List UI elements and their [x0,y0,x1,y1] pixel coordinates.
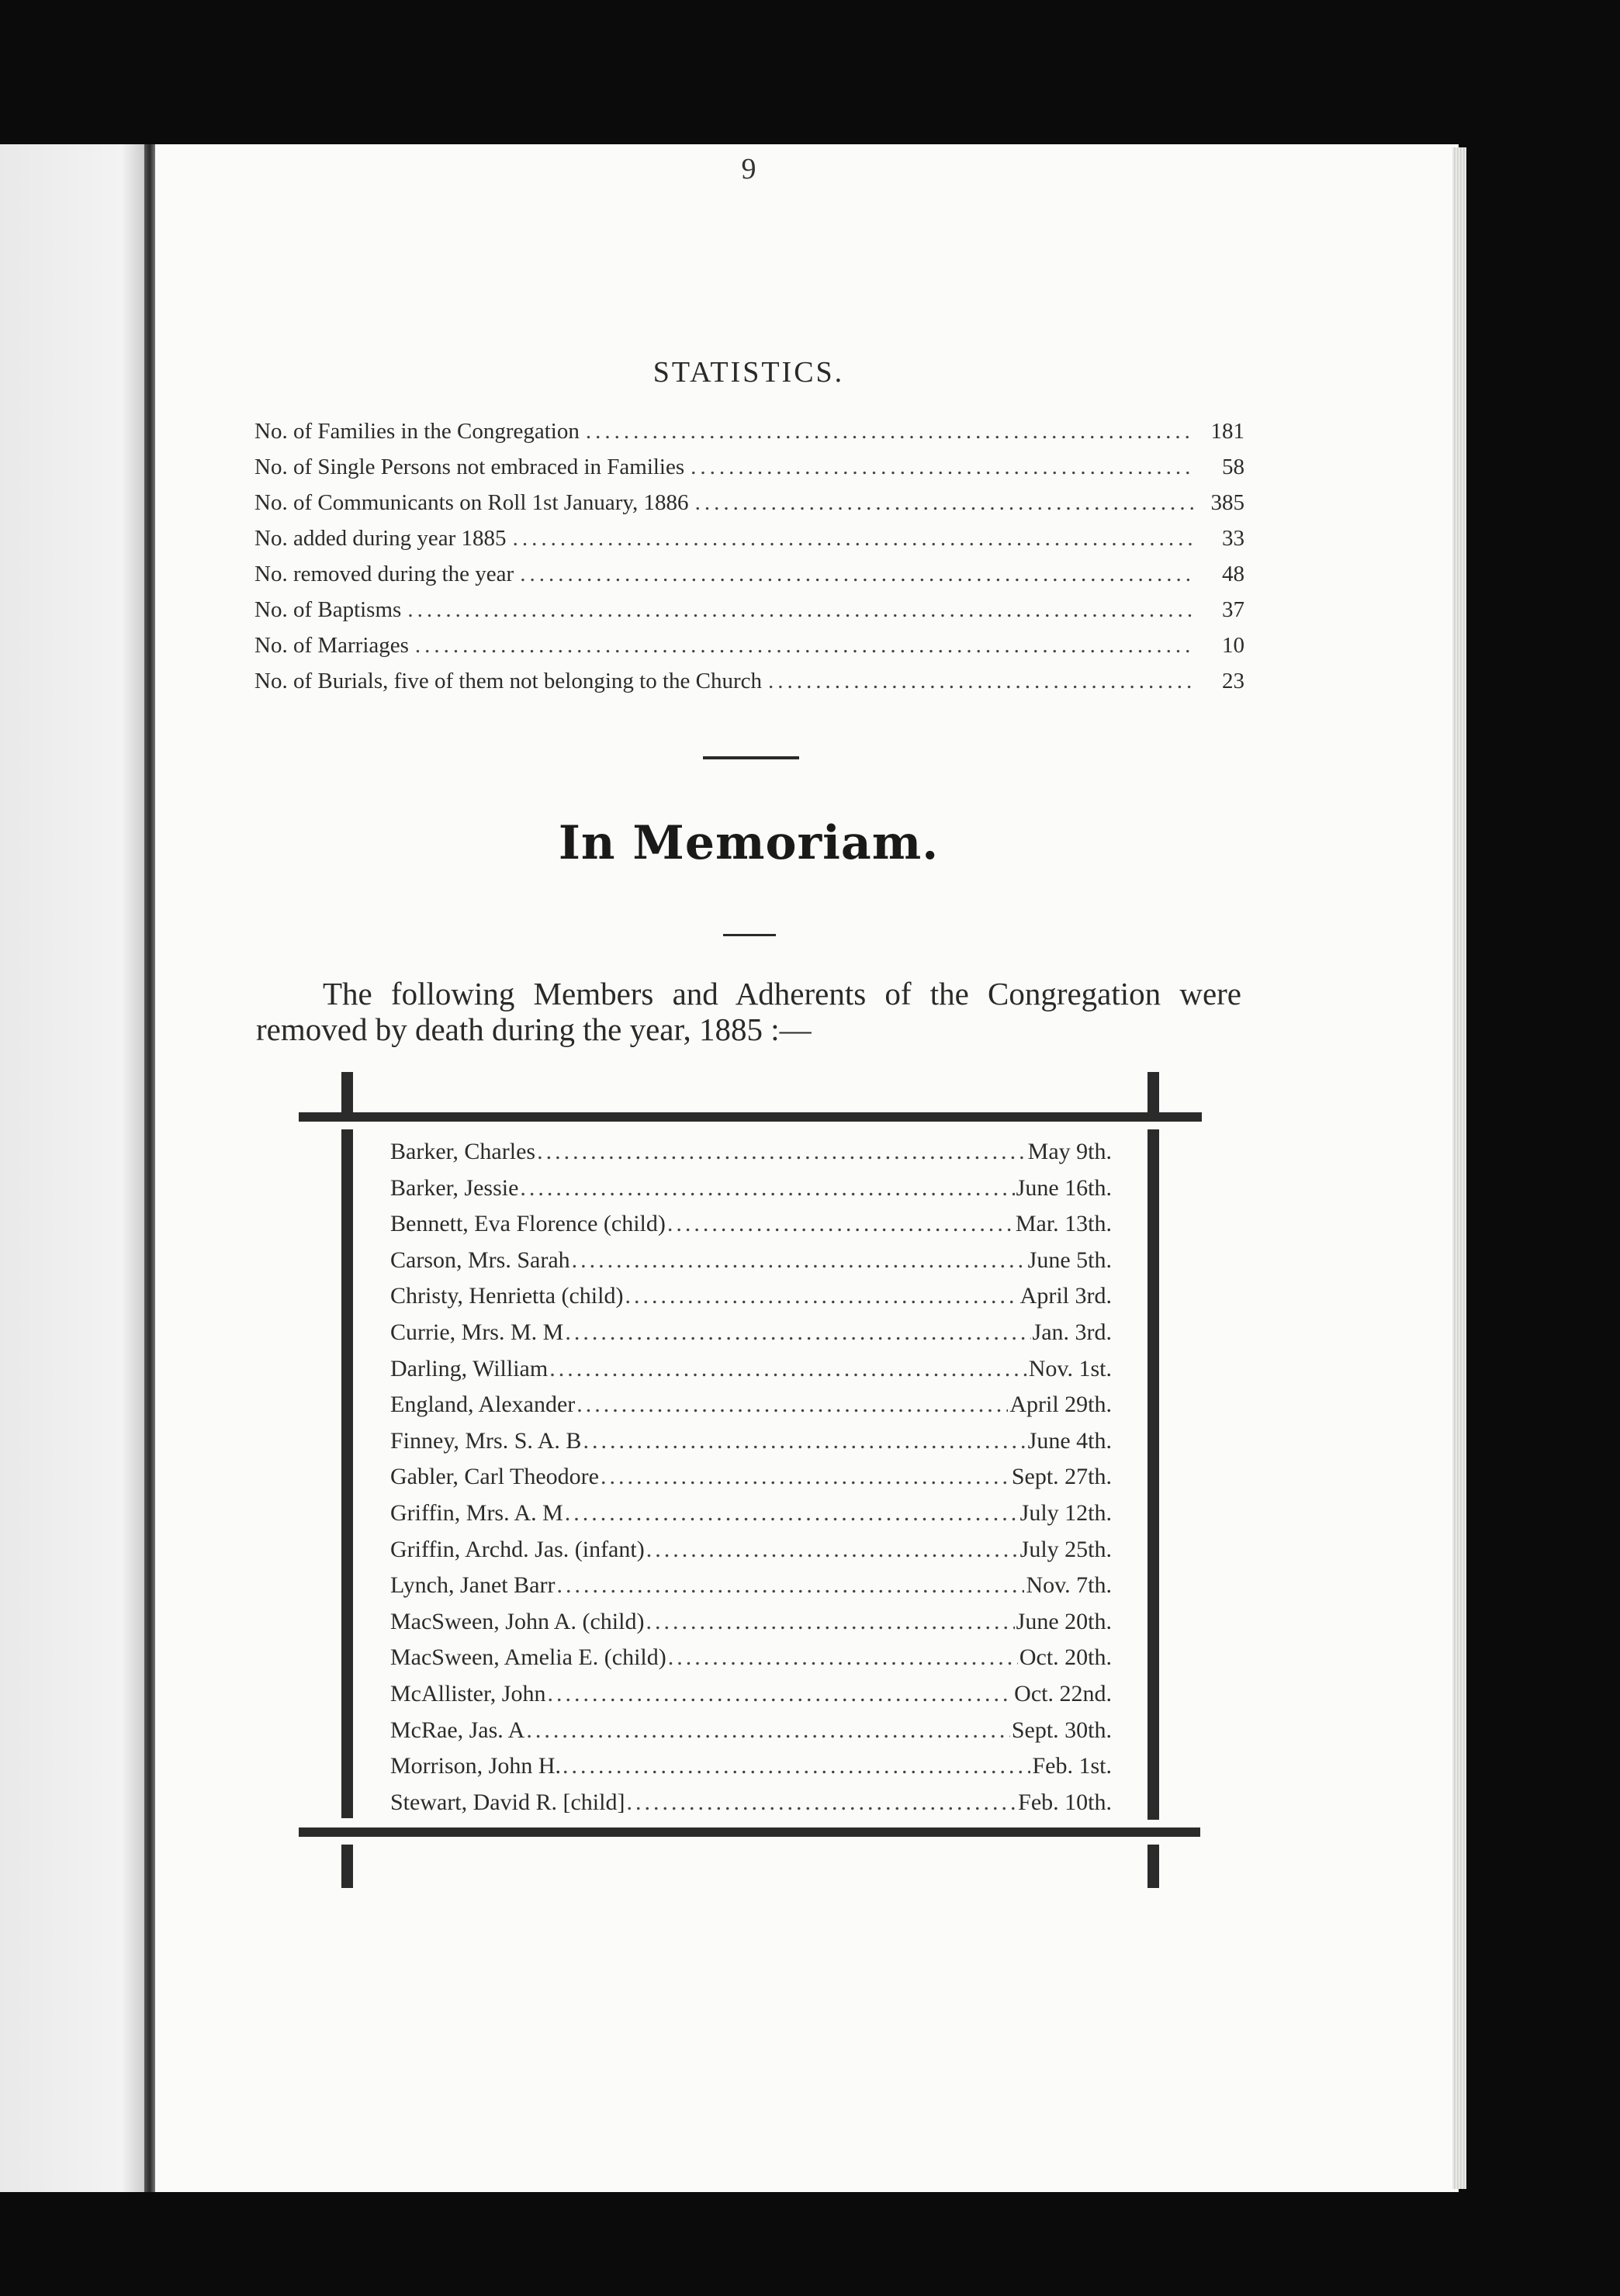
left-page-edge [0,144,152,2192]
list-item [390,1392,1112,1428]
statistics-value: 48 [1222,562,1244,586]
deceased-name: Bennett, Eva Florence (child) [390,1211,666,1237]
frame-left-side [341,1129,353,1818]
leader-dots [547,1681,1012,1707]
leader-dots [668,1644,1018,1671]
statistics-row [254,490,1244,526]
statistics-value: 10 [1222,633,1244,658]
list-item [390,1500,1112,1537]
leader-dots [513,526,1193,552]
leader-dots [646,1609,1014,1635]
statistics-value: 385 [1210,490,1244,515]
death-date: Feb. 1st. [1032,1753,1112,1779]
frame-post-top-left [341,1072,353,1112]
deceased-name: MacSween, Amelia E. (child) [390,1644,666,1671]
list-item [390,1572,1112,1609]
leader-dots [562,1753,1030,1779]
list-item [390,1717,1112,1754]
frame-post-top-right [1148,1072,1159,1112]
title-divider [723,934,776,936]
list-item [390,1609,1112,1645]
leader-dots [586,419,1193,444]
leader-dots [526,1717,1010,1744]
list-item [390,1464,1112,1500]
list-item [390,1211,1112,1247]
page-edges [1452,147,1466,2189]
statistics-label: No. of Marriages [254,633,409,658]
list-item [390,1789,1112,1826]
statistics-label: No. removed during the year [254,562,514,586]
leader-dots [549,1356,1027,1382]
deceased-name: MacSween, John A. (child) [390,1608,645,1634]
statistics-row [254,562,1244,597]
leader-dots [601,1464,1010,1490]
list-item [390,1175,1112,1212]
leader-dots [646,1537,1019,1563]
deceased-name: McAllister, John [390,1680,546,1706]
leader-dots [565,1500,1019,1527]
death-date: April 29th. [1009,1392,1112,1418]
leader-dots [768,669,1193,694]
deceased-name: Stewart, David R. [child] [390,1789,625,1815]
death-date: Nov. 1st. [1028,1355,1112,1381]
statistics-title: STATISTICS. [652,356,845,389]
frame-right-side [1148,1129,1159,1820]
statistics-row [254,633,1244,669]
death-date: Oct. 22nd. [1014,1680,1112,1706]
list-item [390,1753,1112,1789]
deceased-name: Gabler, Carl Theodore [390,1464,599,1490]
statistics-row [254,669,1244,704]
statistics-value: 33 [1222,526,1244,551]
deceased-name: England, Alexander [390,1392,576,1418]
death-date: Sept. 30th. [1011,1717,1112,1743]
death-date: April 3rd. [1019,1283,1112,1309]
deceased-name: Lynch, Janet Barr [390,1572,556,1599]
leader-dots [520,1175,1014,1202]
page-number: 9 [741,153,756,185]
death-date: Nov. 7th. [1026,1572,1112,1599]
book-gutter [144,144,155,2192]
death-date: Sept. 27th. [1011,1464,1112,1490]
frame-post-bottom-right [1148,1845,1159,1888]
leader-dots [415,633,1193,659]
leader-dots [556,1572,1024,1599]
deceased-name: Christy, Henrietta (child) [390,1283,624,1309]
leader-dots [407,597,1193,623]
leader-dots [691,455,1193,480]
section-divider [703,756,799,759]
leader-dots [576,1392,1008,1418]
deceased-name: Carson, Mrs. Sarah [390,1247,570,1273]
statistics-label: No. of Single Persons not embraced in Families [254,455,685,479]
death-date: June 4th. [1027,1427,1112,1454]
frame-bottom-bar [299,1827,1200,1837]
memoriam-intro: The following Members and Adherents of the Congregation were removed by death during the year, 1885 :— [256,976,1241,1047]
death-date: May 9th. [1027,1139,1112,1164]
death-date: June 5th. [1027,1247,1112,1273]
deceased-name: Finney, Mrs. S. A. B [390,1427,582,1454]
statistics-label: No. of Baptisms [254,597,402,622]
statistics-label: No. added during year 1885 [254,526,507,551]
deceased-name: Barker, Jessie [390,1174,519,1201]
leader-dots [583,1428,1026,1454]
leader-dots [625,1283,1018,1309]
deceased-name: Darling, William [390,1355,549,1381]
list-item [390,1283,1112,1319]
list-item [390,1428,1112,1464]
statistics-value: 58 [1222,455,1244,479]
leader-dots [520,562,1193,587]
statistics-row [254,526,1244,562]
statistics-label: No. of Communicants on Roll 1st January, 1886 [254,490,689,515]
leader-dots [572,1247,1026,1274]
leader-dots [695,490,1193,516]
frame-top-bar [299,1112,1202,1122]
deceased-name: Morrison, John H. [390,1753,562,1779]
statistics-value: 23 [1222,669,1244,693]
leader-dots [667,1211,1014,1237]
memoriam-title: In Memoriam. [558,816,940,870]
list-item [390,1139,1112,1175]
list-item [390,1537,1112,1573]
death-date: Jan. 3rd. [1032,1319,1112,1345]
statistics-value: 37 [1222,597,1244,622]
leader-dots [537,1139,1026,1165]
death-date: Oct. 20th. [1019,1644,1112,1671]
list-item [390,1319,1112,1356]
statistics-label: No. of Families in the Congregation [254,419,580,444]
deceased-name: Barker, Charles [390,1139,536,1164]
death-date: July 25th. [1019,1536,1112,1562]
statistics-value: 181 [1210,419,1244,444]
list-item [390,1681,1112,1717]
death-date: July 12th. [1019,1499,1112,1526]
death-date: Mar. 13th. [1015,1211,1112,1237]
deceased-name: McRae, Jas. A [390,1717,525,1743]
list-item [390,1356,1112,1392]
deceased-name: Griffin, Archd. Jas. (infant) [390,1536,645,1562]
death-date: June 20th. [1016,1608,1112,1634]
leader-dots [626,1789,1016,1816]
statistics-label: No. of Burials, five of them not belonging to the Church [254,669,763,693]
deceased-name: Griffin, Mrs. A. M [390,1499,563,1526]
frame-post-bottom-left [341,1845,353,1888]
statistics-list [254,419,1244,704]
deceased-name: Currie, Mrs. M. M [390,1319,564,1345]
statistics-row [254,419,1244,455]
memoriam-list [390,1139,1112,1825]
list-item [390,1644,1112,1681]
list-item [390,1247,1112,1284]
leader-dots [565,1319,1030,1346]
death-date: June 16th. [1016,1174,1112,1201]
death-date: Feb. 10th. [1018,1789,1112,1815]
statistics-row [254,455,1244,490]
statistics-row [254,597,1244,633]
